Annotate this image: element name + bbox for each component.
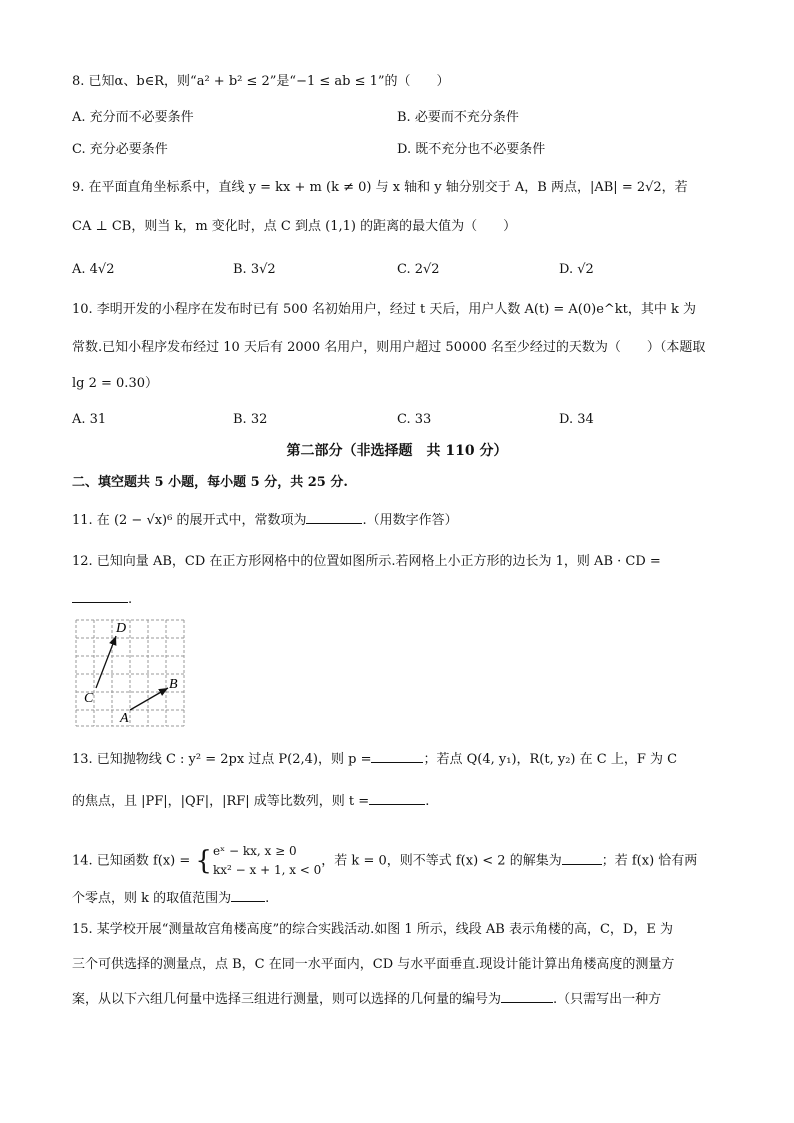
q13-text-a: 13. 已知抛物线 C : y² = 2px 过点 P(2,4)，则 p = (72, 752, 372, 767)
q15-line3 (72, 988, 661, 1010)
label-c: C (84, 691, 94, 706)
q13-text-b: ；若点 Q(4, y₁)，R(t, y₂) 在 C 上，F 为 C (423, 752, 678, 767)
q11-note: .（用数字作答） (362, 513, 458, 528)
label-b: B (169, 677, 178, 692)
q13-blank-t (369, 790, 425, 805)
q11-blank (306, 509, 362, 524)
q14-case2: kx² − x + 1, x < 0 (212, 863, 322, 877)
q14-text-d: 个零点，则 k 的取值范围为 (72, 891, 232, 906)
q9-option-d: D. √2 (559, 262, 594, 277)
q10-option-a: A. 31 (72, 412, 107, 427)
q9-option-a: A. 4√2 (72, 262, 115, 277)
section-heading: 二、填空题共 5 小题，每小题 5 分，共 25 分. (72, 475, 348, 490)
q12-line1: 12. 已知向量 AB，CD 在正方形网格中的位置如图所示.若网格上小正方形的边长为 1，则 AB · CD = (72, 554, 661, 569)
q14-brace: { (195, 846, 212, 876)
q9-line2: CA ⊥ CB，则当 k，m 变化时，点 C 到点 (1,1) 的距离的最大值为（ ） (72, 219, 517, 234)
vector-cd (96, 636, 116, 688)
q13-line2 (72, 790, 429, 812)
q14-text-b: ，若 k = 0，则不等式 f(x) < 2 的解集为 (321, 853, 562, 869)
q10-option-b: B. 32 (233, 412, 268, 427)
q9-option-b: B. 3√2 (233, 262, 276, 277)
q14-text-c: ；若 f(x) 恰有两 (601, 853, 698, 869)
label-d: D (116, 621, 127, 636)
q15-text-b: .（只需写出一种方 (553, 992, 662, 1007)
q13-text-d: . (425, 794, 430, 809)
part2-title: 第二部分（非选择题 共 110 分） (286, 443, 508, 459)
q8-stem: 8. 已知α、b∈R，则“a² + b² ≤ 2”是“−1 ≤ ab ≤ 1”的（ ） (72, 74, 450, 89)
vector-grid-figure (74, 618, 190, 730)
q14-case1: eˣ − kx, x ≥ 0 (212, 844, 297, 858)
q15-line1: 15. 某学校开展“测量故宫角楼高度”的综合实践活动.如图 1 所示，线段 AB 表示角楼的高，C，D，E 为 (72, 922, 673, 937)
q13-line1 (72, 748, 677, 770)
q15-line2: 三个可供选择的测量点，点 B，C 在同一水平面内，CD 与水平面垂直.现设计能计算出角楼高度的测量方 (72, 957, 675, 972)
q10-option-d: D. 34 (559, 412, 594, 427)
q9-option-c: C. 2√2 (397, 262, 440, 277)
q15-text-a: 案，从以下六组几何量中选择三组进行测量，则可以选择的几何量的编号为 (72, 992, 502, 1007)
q12-blank (72, 588, 128, 603)
q12-line2 (72, 588, 132, 610)
q10-option-c: C. 33 (397, 412, 432, 427)
q9-line1: 9. 在平面直角坐标系中，直线 y = kx + m (k ≠ 0) 与 x 轴和 y 轴分别交于 A，B 两点，|AB| = 2√2，若 (72, 180, 688, 195)
q14-text-a: 14. 已知函数 f(x) = (72, 853, 191, 869)
q10-line3: lg 2 = 0.30） (72, 376, 158, 391)
q14-cases (213, 842, 321, 880)
q14-line2 (72, 887, 269, 909)
q8-option-a: A. 充分而不必要条件 (72, 110, 194, 125)
q13-text-c: 的焦点，且 |PF|，|QF|，|RF| 成等比数列，则 t = (72, 794, 370, 809)
q11 (72, 509, 458, 531)
q8-option-b: B. 必要而不充分条件 (397, 110, 519, 125)
q8-option-c: C. 充分必要条件 (72, 142, 168, 157)
q10-line1: 10. 李明开发的小程序在发布时已有 500 名初始用户，经过 t 天后，用户人数 A(t) = A(0)e^kt，其中 k 为 (72, 302, 697, 317)
q10-line2: 常数.已知小程序发布经过 10 天后有 2000 名用户，则用户超过 50000 名至少经过的天数为（ ）（本题取 (72, 340, 706, 355)
vector-ab (130, 688, 168, 710)
q15-blank (501, 988, 553, 1003)
q8-option-d: D. 既不充分也不必要条件 (397, 142, 546, 157)
label-a: A (120, 711, 129, 726)
q12-period: . (128, 592, 133, 607)
grid-lines (76, 620, 184, 726)
q14-line1 (72, 842, 697, 880)
q11-text: 11. 在 (2 − √x)⁶ 的展开式中，常数项为 (72, 513, 307, 528)
q13-blank-p (371, 748, 423, 763)
q14-blank-1 (562, 850, 602, 865)
q14-blank-2 (231, 887, 265, 902)
q14-text-e: . (265, 891, 270, 906)
